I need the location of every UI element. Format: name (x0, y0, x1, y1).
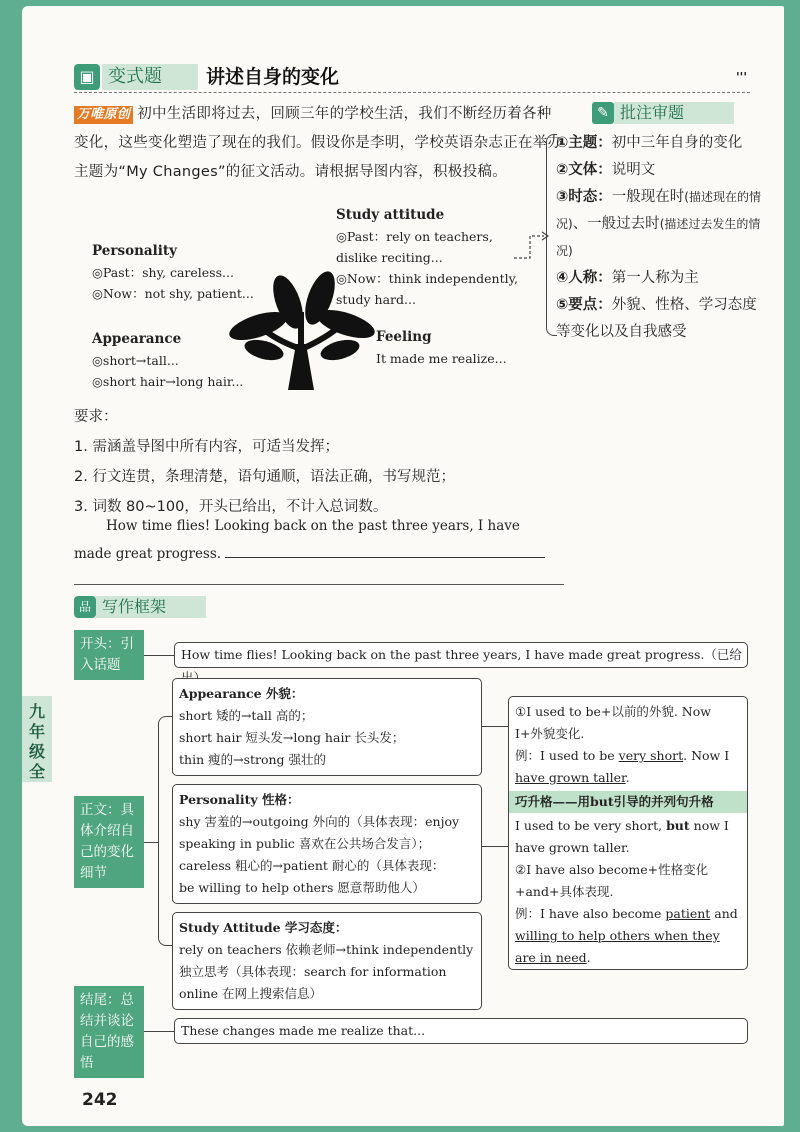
requirement-item: 3. 词数 80~100，开头已给出，不计入总词数。 (74, 499, 388, 515)
annotation-item: ②文体：说明文 (556, 162, 656, 178)
section-title: 讲述自身的变化 (206, 66, 340, 88)
body-label: 正文：具体介绍自己的变化细节 (74, 796, 144, 888)
upgrade-banner: 巧升格——用but引导的并列句升格 (509, 791, 747, 813)
study-attitude-box: Study Attitude 学习态度： rely on teachers 依赖老师→think independently 独立思考（具体表现：search for information online 在网上搜索信息） (172, 912, 482, 1010)
annotation-item: ⑤要点：外貌、性格、学习态度等变化以及自我感受 (556, 297, 757, 340)
requirement-item: 1. 需涵盖导图中所有内容，可适当发挥； (74, 439, 339, 455)
requirements (74, 402, 564, 522)
edit-icon: ✎ (592, 102, 614, 124)
connector (144, 1031, 174, 1032)
prompt-paragraph (74, 100, 564, 187)
pattern-2: ②I have also become+性格变化+and+具体表现. (515, 862, 709, 899)
answer-line[interactable] (74, 584, 564, 585)
connector (482, 846, 508, 847)
grade-strip: 九年级全 (22, 696, 52, 782)
mindmap-appearance: Appearance ◎short→tall... ◎short hair→long hair... (92, 331, 244, 389)
opening-sentence-1: How time flies! Looking back on the past three years, I have (106, 518, 520, 534)
ending-box: These changes made me realize that... (174, 1018, 748, 1044)
annotation-item: ①主题：初中三年自身的变化 (556, 135, 743, 151)
connector (144, 842, 158, 843)
corner-mark: ''' (736, 70, 748, 84)
annotation-tag: 批注审题 (614, 102, 734, 124)
header-divider (74, 92, 750, 93)
example-1: 例：I used to be very short. Now I have grown taller. (515, 748, 730, 785)
personality-box: Personality 性格： shy 害羞的→outgoing 外向的（具体表现：enjoy speaking in public 喜欢在公共场合发言）； careless 粗心的→patient 耐心的（具体表现： be willing to help others 愿意帮助他人） (172, 784, 482, 904)
annotation-item: ④人称：第一人称为主 (556, 270, 699, 286)
framework-icon: 品 (74, 596, 96, 618)
opening-label: 开头：引入话题 (74, 630, 144, 680)
annotation-item: ③时态：一般现在时(描述现在的情况)、一般过去时(描述过去发生的情况) (556, 189, 761, 258)
upgrade-example: I used to be very short, but now I have grown taller. (515, 818, 729, 855)
prompt-text: 初中生活即将过去，回顾三年的学校生活，我们不断经历着各种变化，这些变化塑造了现在的我们。假设你是李明，学校英语杂志正在举办主题为“My Changes”的征文活动。请根据导图内容，积极投稿。 (74, 106, 563, 180)
annotation-list (556, 130, 766, 346)
requirements-title: 要求： (74, 409, 118, 425)
page (22, 6, 784, 1126)
ending-label: 结尾：总结并谈论自己的感悟 (74, 986, 144, 1078)
pattern-1: ①I used to be+以前的外貌. Now I+外貌变化. (515, 704, 711, 741)
connector-arrow (512, 228, 552, 268)
opening-sentence-2: made great progress. (74, 540, 564, 568)
requirement-item: 2. 行文连贯，条理清楚，语句通顺，语法正确，书写规范； (74, 469, 455, 485)
answer-line[interactable] (225, 543, 545, 558)
framework-tag: 写作框架 (96, 596, 206, 618)
connector (144, 655, 174, 656)
mindmap-study: Study attitude ◎Past：rely on teachers, dislike reciting... ◎Now：think independently, study hard... (336, 207, 518, 307)
connector (482, 726, 508, 727)
opening-box: How time flies! Looking back on the past three years, I have made great progress.（已给 (174, 642, 748, 668)
sentence-pattern-box (508, 696, 748, 970)
tree-icon (228, 268, 378, 394)
original-badge: 万唯原创 (74, 106, 133, 124)
mindmap-personality: Personality ◎Past：shy, careless... ◎Now：not shy, patient... (92, 243, 254, 301)
section-tag: 变式题 (102, 64, 198, 90)
appearance-box: Appearance 外貌： short 矮的→tall 高的； short hair 短头发→long hair 长头发； thin 瘦的→strong 强壮的 (172, 678, 482, 776)
cube-icon: ▣ (74, 64, 100, 90)
mindmap-feeling: Feeling It made me realize... (376, 329, 507, 366)
page-number: 242 (82, 1090, 118, 1110)
example-2: 例：I have also become patient and willing to help others when they are in need. (515, 906, 738, 965)
body-bracket (158, 716, 173, 946)
